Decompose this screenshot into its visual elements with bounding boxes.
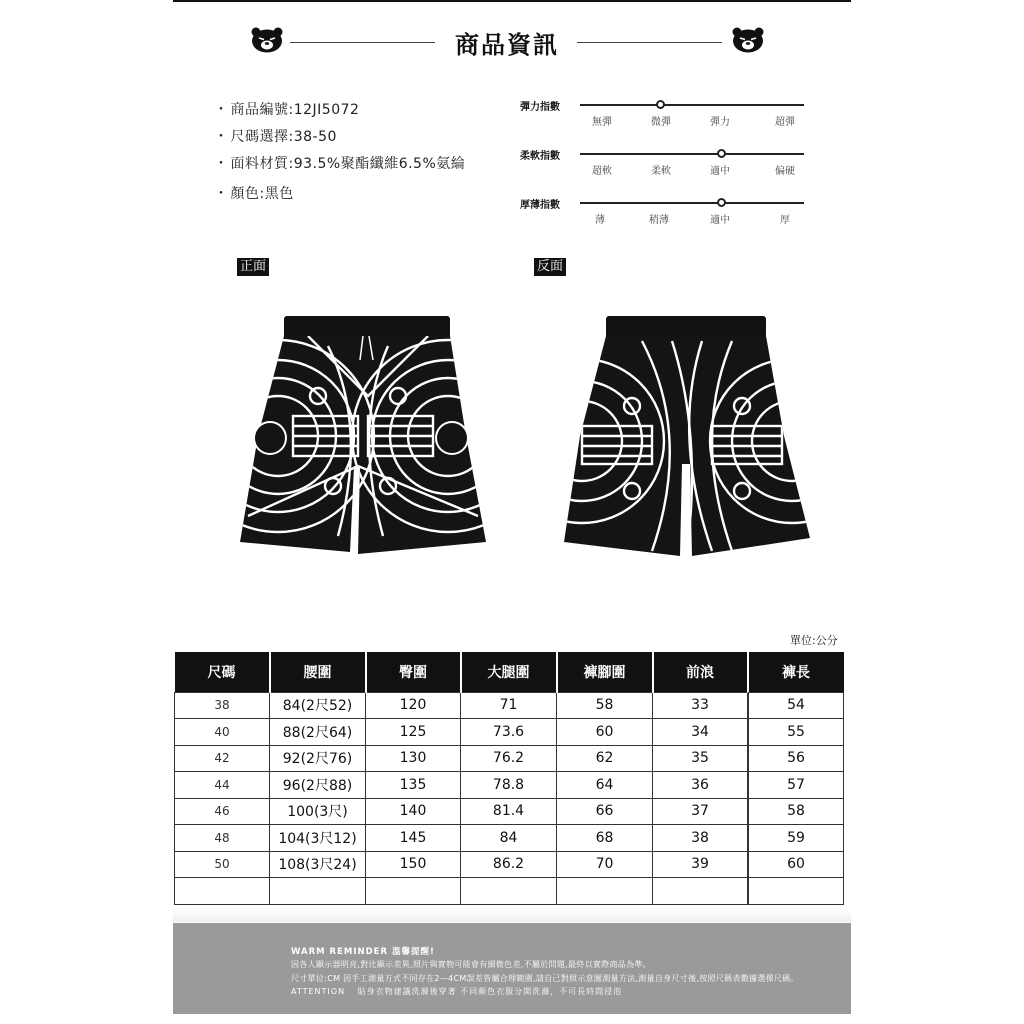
table-cell: 33 xyxy=(653,692,748,719)
table-cell: 84 xyxy=(461,825,557,852)
table-cell: 92(2尺76) xyxy=(270,745,366,772)
table-cell: 56 xyxy=(749,745,844,772)
table-cell: 66 xyxy=(557,798,653,825)
index-label: 柔軟指數 xyxy=(520,151,560,162)
table-cell xyxy=(749,878,844,905)
size-table xyxy=(174,652,844,905)
table-cell: 36 xyxy=(653,772,748,799)
index-tick: 超軟 xyxy=(592,166,612,177)
table-row xyxy=(175,851,844,878)
table-row xyxy=(175,719,844,746)
index-tick: 柔軟 xyxy=(651,166,671,177)
table-cell: 76.2 xyxy=(461,745,557,772)
reminder-text: 尺寸單位:CM 因手工測量方式不同存在2—4CM誤差皆屬合理範圍,請自己對照示意圖測量方法,測量自身尺寸後,按照尺碼表數據選擇尺碼。 xyxy=(291,974,799,983)
table-cell: 70 xyxy=(557,851,653,878)
table-cell: 50 xyxy=(175,851,270,878)
index-marker xyxy=(656,100,665,109)
shorts-back-image xyxy=(562,316,812,562)
table-cell: 40 xyxy=(175,719,270,746)
table-header-row xyxy=(175,652,844,692)
item-number: ・ 商品編號:12JI5072 xyxy=(214,100,465,127)
index-tick: 適中 xyxy=(710,215,730,226)
table-cell xyxy=(557,878,653,905)
table-cell: 55 xyxy=(749,719,844,746)
product-info-list xyxy=(214,100,465,211)
table-cell: 84(2尺52) xyxy=(270,692,366,719)
table-cell: 145 xyxy=(366,825,461,852)
table-cell: 38 xyxy=(175,692,270,719)
index-marker xyxy=(717,198,726,207)
table-cell: 54 xyxy=(749,692,844,719)
reminder-attention: ATTENTION 貼身衣物建議洗滌後穿著 不同顏色衣服分開洗滌，不可長時間浸泡 xyxy=(291,987,623,996)
table-cell: 64 xyxy=(557,772,653,799)
table-cell: 71 xyxy=(461,692,557,719)
table-cell: 57 xyxy=(749,772,844,799)
table-cell: 59 xyxy=(749,825,844,852)
index-track xyxy=(580,202,804,204)
table-cell: 46 xyxy=(175,798,270,825)
index-tick: 稍薄 xyxy=(649,215,669,226)
table-cell: 125 xyxy=(366,719,461,746)
table-cell xyxy=(653,878,748,905)
table-cell xyxy=(270,878,366,905)
table-cell: 68 xyxy=(557,825,653,852)
index-track xyxy=(580,104,804,106)
table-cell: 120 xyxy=(366,692,461,719)
elasticity-index xyxy=(520,98,820,138)
table-cell: 44 xyxy=(175,772,270,799)
table-cell: 140 xyxy=(366,798,461,825)
table-row xyxy=(175,745,844,772)
table-cell: 48 xyxy=(175,825,270,852)
table-cell: 39 xyxy=(653,851,748,878)
table-cell: 42 xyxy=(175,745,270,772)
table-row xyxy=(175,692,844,719)
table-cell: 88(2尺64) xyxy=(270,719,366,746)
table-cell: 100(3尺) xyxy=(270,798,366,825)
table-cell: 60 xyxy=(749,851,844,878)
table-cell: 35 xyxy=(653,745,748,772)
table-cell: 34 xyxy=(653,719,748,746)
shorts-front-image xyxy=(238,316,488,562)
index-tick: 厚 xyxy=(780,215,790,226)
header-divider-left xyxy=(290,42,435,43)
table-cell: 78.8 xyxy=(461,772,557,799)
table-row xyxy=(175,878,844,905)
column-header: 臀圍 xyxy=(366,652,461,692)
column-header: 大腿圍 xyxy=(461,652,557,692)
table-cell: 86.2 xyxy=(461,851,557,878)
index-label: 厚薄指數 xyxy=(520,200,560,211)
unit-label: 單位:公分 xyxy=(790,634,838,647)
table-row xyxy=(175,798,844,825)
column-header: 尺碼 xyxy=(175,652,270,692)
table-cell: 150 xyxy=(366,851,461,878)
index-tick: 適中 xyxy=(710,166,730,177)
index-tick: 超彈 xyxy=(775,117,795,128)
page-title: 商品資訊 xyxy=(455,31,559,59)
table-row xyxy=(175,772,844,799)
material: ・ 面料材質:93.5%聚酯纖維6.5%氨綸 xyxy=(214,154,465,181)
table-cell: 130 xyxy=(366,745,461,772)
index-track xyxy=(580,153,804,155)
column-header: 腰圍 xyxy=(270,652,366,692)
warm-reminder-panel xyxy=(173,923,851,1014)
reminder-shadow xyxy=(173,908,851,922)
bear-logo-icon xyxy=(251,27,283,53)
table-cell: 96(2尺88) xyxy=(270,772,366,799)
table-cell xyxy=(175,878,270,905)
table-cell: 108(3尺24) xyxy=(270,851,366,878)
column-header: 褲腳圍 xyxy=(557,652,653,692)
back-view-label: 反面 xyxy=(534,258,566,276)
table-cell: 73.6 xyxy=(461,719,557,746)
front-view-label: 正面 xyxy=(237,258,269,276)
thickness-index xyxy=(520,196,820,236)
bear-logo-icon xyxy=(732,27,764,53)
table-cell: 58 xyxy=(749,798,844,825)
column-header: 前浪 xyxy=(653,652,748,692)
table-cell: 135 xyxy=(366,772,461,799)
index-tick: 偏硬 xyxy=(775,166,795,177)
index-tick: 薄 xyxy=(595,215,605,226)
reminder-text: 因各人顯示器明亮,對比顯示差異,照片與實物可能會有細微色差,不屬於問題,最終以實際商品為準。 xyxy=(291,960,651,969)
table-cell xyxy=(366,878,461,905)
reminder-title: WARM REMINDER 溫馨提醒! xyxy=(291,947,435,957)
top-rule xyxy=(173,0,851,2)
index-marker xyxy=(717,149,726,158)
table-cell: 37 xyxy=(653,798,748,825)
column-header: 褲長 xyxy=(749,652,844,692)
table-cell: 60 xyxy=(557,719,653,746)
size-range: ・ 尺碼選擇:38-50 xyxy=(214,127,465,154)
index-label: 彈力指數 xyxy=(520,102,560,113)
index-tick: 無彈 xyxy=(592,117,612,128)
table-cell: 58 xyxy=(557,692,653,719)
color: ・ 顏色:黑色 xyxy=(214,184,465,211)
table-cell: 81.4 xyxy=(461,798,557,825)
table-cell: 62 xyxy=(557,745,653,772)
index-tick: 彈力 xyxy=(710,117,730,128)
index-tick: 微彈 xyxy=(651,117,671,128)
table-cell xyxy=(461,878,557,905)
header-divider-right xyxy=(577,42,722,43)
table-cell: 104(3尺12) xyxy=(270,825,366,852)
table-cell: 38 xyxy=(653,825,748,852)
table-row xyxy=(175,825,844,852)
softness-index xyxy=(520,147,820,187)
